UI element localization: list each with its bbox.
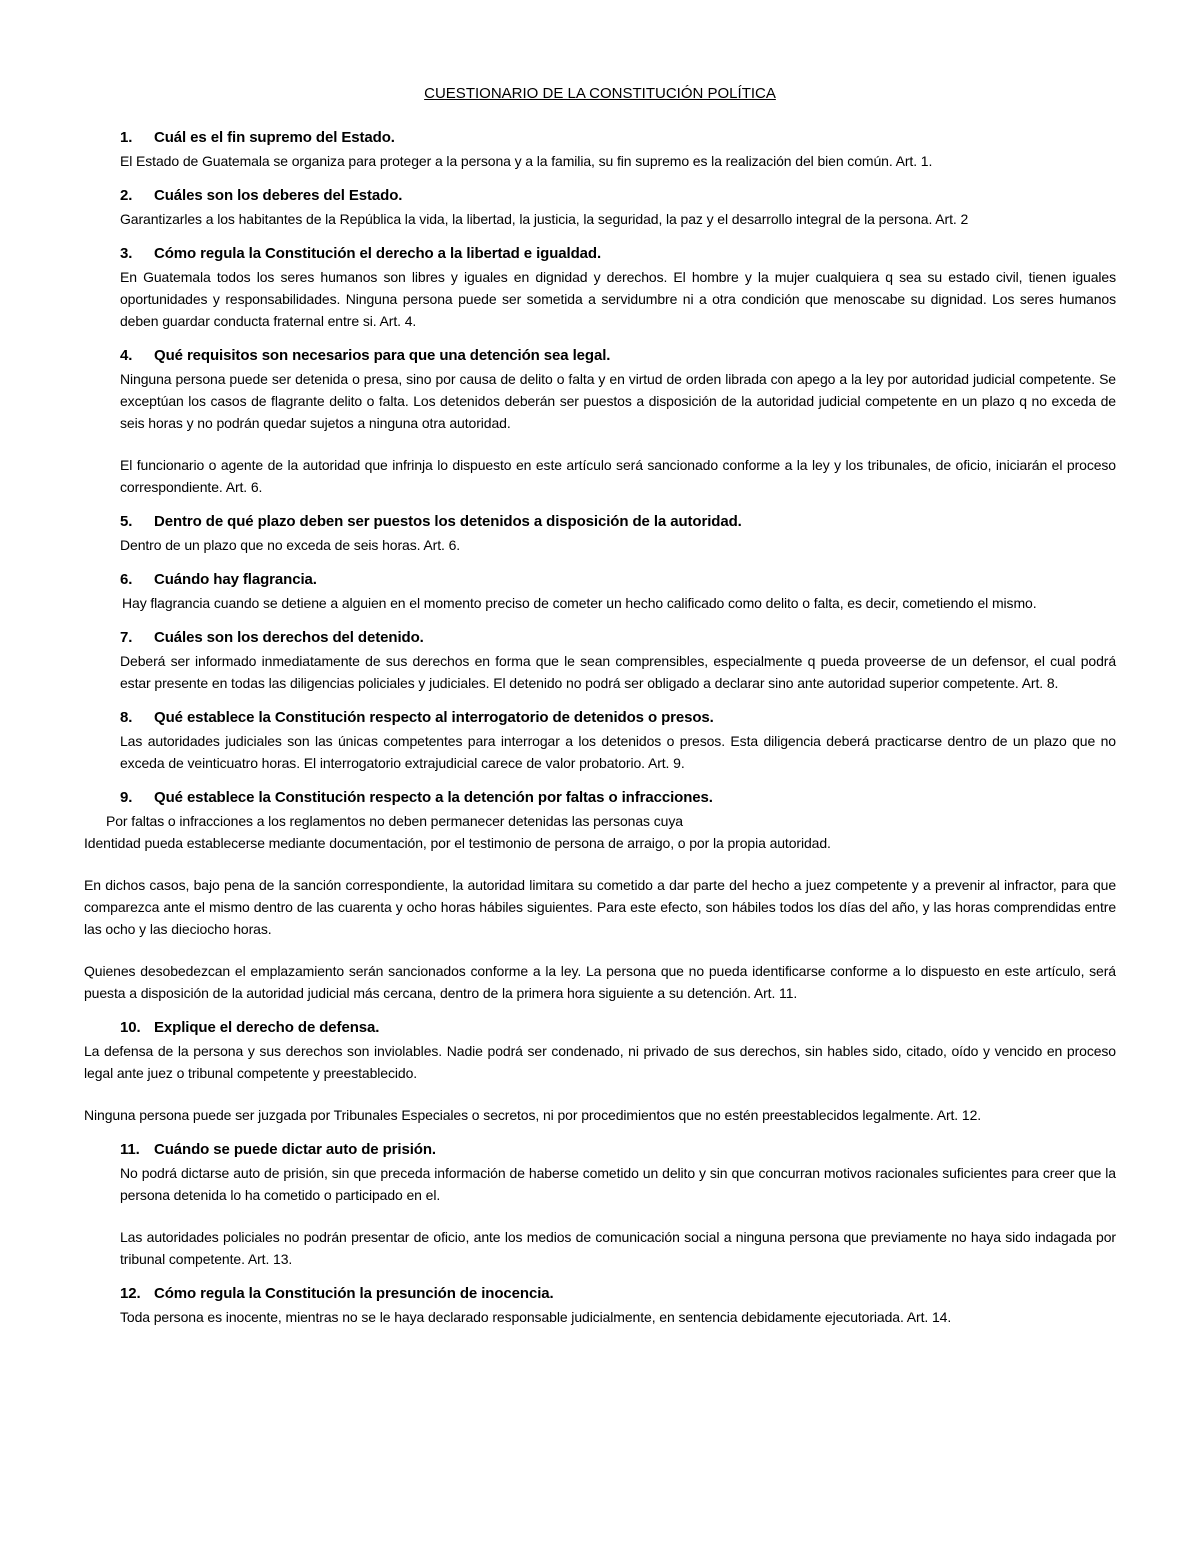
question-block-11 <box>84 1140 1116 1270</box>
answer-paragraph: No podrá dictarse auto de prisión, sin que preceda información de haberse cometido un delito y sin que concurran motivos racionales suficientes para creer que la persona detenida lo ha cometido o participado en el. <box>120 1165 1116 1203</box>
question-number: 3. <box>120 245 133 262</box>
question-block-8 <box>84 708 1116 774</box>
question-block-2 <box>84 186 1116 230</box>
question-heading <box>120 570 1116 590</box>
question-number: 9. <box>120 789 133 806</box>
answer-paragraph: Deberá ser informado inmediatamente de sus derechos en forma que le sean comprensibles, especialmente q pueda proveerse de un defensor, el cual podrá estar presente en todas las diligencias policiales y judiciales. El detenido no podrá ser obligado a declarar sino ante autoridad superior competente. Art. 8. <box>120 653 1116 691</box>
document-title: CUESTIONARIO DE LA CONSTITUCIÓN POLÍTICA <box>424 85 776 102</box>
question-text: Cuáles son los deberes del Estado. <box>154 187 403 204</box>
question-number: 2. <box>120 187 133 204</box>
answer-lead-line: Por faltas o infracciones a los reglamentos no deben permanecer detenidas las personas cuya <box>106 813 683 829</box>
question-block-12 <box>84 1284 1116 1328</box>
question-heading <box>120 708 1116 728</box>
question-block-1 <box>84 128 1116 172</box>
question-number: 12. <box>120 1285 141 1302</box>
question-block-5 <box>84 512 1116 556</box>
question-block-6 <box>84 570 1116 614</box>
question-text: Qué establece la Constitución respecto a la detención por faltas o infracciones. <box>154 789 713 806</box>
answer-paragraph: Garantizarles a los habitantes de la República la vida, la libertad, la justicia, la seguridad, la paz y el desarrollo integral de la persona. Art. 2 <box>120 211 969 227</box>
question-text: Explique el derecho de defensa. <box>154 1019 380 1036</box>
answer-paragraph: La defensa de la persona y sus derechos son inviolables. Nadie podrá ser condenado, ni privado de sus derechos, sin hables sido, citado, oído y vencido en proceso legal ante juez o tribunal competente y preestablecido. <box>84 1043 1116 1081</box>
answer-paragraph: Toda persona es inocente, mientras no se le haya declarado responsable judicialmente, en sentencia debidamente ejecutoriada. Art. 14. <box>120 1309 952 1325</box>
answer-lead-line: Identidad pueda establecerse mediante documentación, por el testimonio de persona de arraigo, o por la propia autoridad. <box>84 835 831 851</box>
question-heading <box>120 1284 1116 1304</box>
question-block-3 <box>84 244 1116 332</box>
question-heading <box>120 346 1116 366</box>
question-number: 6. <box>120 571 133 588</box>
question-text: Dentro de qué plazo deben ser puestos los detenidos a disposición de la autoridad. <box>154 513 742 530</box>
question-text: Qué requisitos son necesarios para que una detención sea legal. <box>154 347 611 364</box>
answer-paragraph: El funcionario o agente de la autoridad que infrinja lo dispuesto en este artículo será sancionado conforme a la ley y los tribunales, de oficio, iniciarán el proceso correspondiente. Art. 6. <box>120 457 1116 495</box>
question-heading <box>120 788 1116 808</box>
question-number: 8. <box>120 709 133 726</box>
answer-paragraph: Ninguna persona puede ser detenida o presa, sino por causa de delito o falta y en virtud de orden librada con apego a la ley por autoridad judicial competente. Se exceptúan los casos de flagrante delito o falta. Los detenidos deberán ser puestos a disposición de la autoridad judicial competente en un plazo q no exceda de seis horas y no podrán quedar sujetos a ninguna otra autoridad. <box>120 371 1116 431</box>
question-text: Cómo regula la Constitución el derecho a la libertad e igualdad. <box>154 245 602 262</box>
answer-paragraph: Las autoridades judiciales son las únicas competentes para interrogar a los detenidos o presos. Esta diligencia deberá practicarse dentro de un plazo que no exceda de veinticuatro horas. El interrogatorio extrajudicial carece de valor probatorio. Art. 9. <box>120 733 1116 771</box>
question-text: Cuál es el fin supremo del Estado. <box>154 129 395 146</box>
question-block-10 <box>84 1018 1116 1126</box>
question-text: Cuándo se puede dictar auto de prisión. <box>154 1141 436 1158</box>
question-number: 4. <box>120 347 133 364</box>
question-text: Qué establece la Constitución respecto al interrogatorio de detenidos o presos. <box>154 709 714 726</box>
answer-paragraph: Hay flagrancia cuando se detiene a alguien en el momento preciso de cometer un hecho calificado como delito o falta, es decir, cometiendo el mismo. <box>122 595 1037 611</box>
question-block-7 <box>84 628 1116 694</box>
answer-paragraph: En Guatemala todos los seres humanos son libres y iguales en dignidad y derechos. El hombre y la mujer cualquiera q sea su estado civil, tienen iguales oportunidades y responsabilidades. Ninguna persona puede ser sometida a servidumbre ni a otra condición que menoscabe su dignidad. Los seres humanos deben guardar conducta fraternal entre si. Art. 4. <box>120 269 1116 329</box>
question-heading <box>120 1140 1116 1160</box>
answer-paragraph: El Estado de Guatemala se organiza para proteger a la persona y a la familia, su fin supremo es la realización del bien común. Art. 1. <box>120 153 933 169</box>
question-text: Cuándo hay flagrancia. <box>154 571 317 588</box>
question-heading <box>120 186 1116 206</box>
answer-paragraph: Quienes desobedezcan el emplazamiento serán sancionados conforme a la ley. La persona que no pueda identificarse conforme a lo dispuesto en este artículo, será puesta a disposición de la autoridad judicial más cercana, dentro de la primera hora siguiente a su detención. Art. 11. <box>84 963 1116 1001</box>
question-heading <box>120 128 1116 148</box>
question-heading <box>120 1018 1116 1038</box>
question-heading <box>120 244 1116 264</box>
question-number: 1. <box>120 129 133 146</box>
question-text: Cómo regula la Constitución la presunción de inocencia. <box>154 1285 554 1302</box>
question-block-9 <box>84 788 1116 1004</box>
answer-paragraph: Ninguna persona puede ser juzgada por Tribunales Especiales o secretos, ni por procedimientos que no estén preestablecidos legalmente. Art. 12. <box>84 1107 982 1123</box>
question-number: 5. <box>120 513 133 530</box>
question-number: 11. <box>120 1141 140 1158</box>
answer-paragraph: Dentro de un plazo que no exceda de seis horas. Art. 6. <box>120 537 461 553</box>
answer-paragraph: En dichos casos, bajo pena de la sanción correspondiente, la autoridad limitara su cometido a dar parte del hecho a juez competente y a prevenir al infractor, para que comparezca ante el mismo dentro de las cuarenta y ocho horas hábiles siguientes. Para este efecto, son hábiles todos los días del año, y las horas comprendidas entre las ocho y las dieciocho horas. <box>84 877 1116 937</box>
question-number: 10. <box>120 1019 141 1036</box>
question-text: Cuáles son los derechos del detenido. <box>154 629 424 646</box>
question-number: 7. <box>120 629 133 646</box>
question-heading <box>120 628 1116 648</box>
answer-paragraph: Las autoridades policiales no podrán presentar de oficio, ante los medios de comunicación social a ninguna persona que previamente no haya sido indagada por tribunal competente. Art. 13. <box>120 1229 1116 1267</box>
question-heading <box>120 512 1116 532</box>
question-block-4 <box>84 346 1116 498</box>
